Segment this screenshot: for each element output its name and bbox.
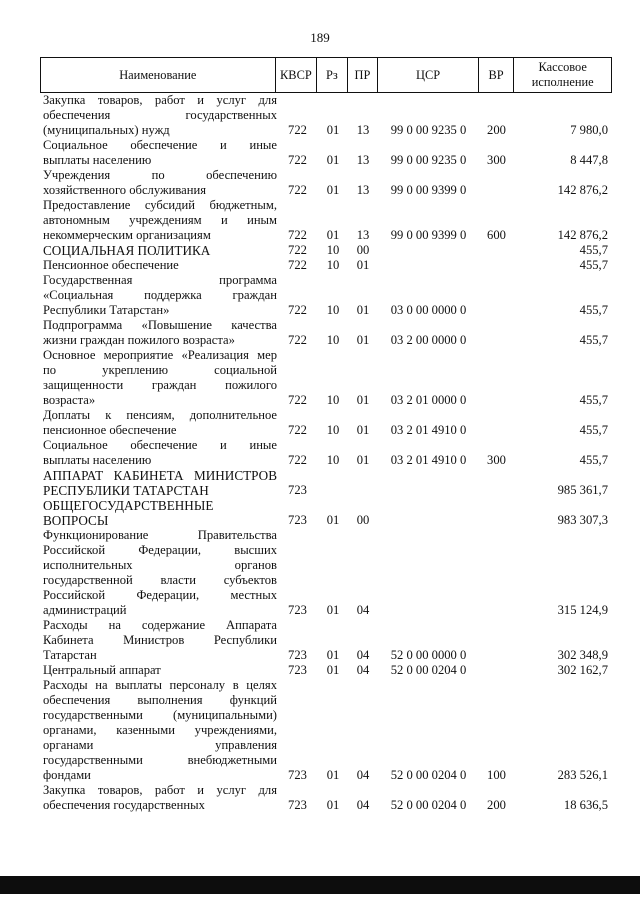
row-kas: 983 307,3 (557, 513, 608, 527)
row-name-line: возраста» (43, 393, 96, 407)
row-name (40, 168, 277, 198)
row-name-line: Доплаты к пенсиям, дополнительное (43, 408, 277, 422)
row-csr: 03 2 00 0000 0 (390, 333, 467, 347)
row-vr: 200 (487, 798, 506, 812)
table-row (40, 438, 612, 468)
row-kas: 142 876,2 (557, 183, 608, 197)
row-name-line: Республики Татарстан» (43, 303, 170, 317)
row-name-line: Российской Федерации, высших (43, 543, 277, 557)
row-rz: 01 (326, 798, 340, 812)
row-name-line: Предоставление субсидий бюджетным, (43, 198, 277, 212)
row-name-line: Российской Федерации, местных (43, 588, 277, 602)
row-name-line: ОБЩЕГОСУДАРСТВЕННЫЕ (43, 498, 214, 513)
row-name (40, 318, 277, 348)
row-rz: 01 (326, 513, 340, 527)
row-kvsr: 722 (288, 453, 307, 467)
header-kvsr: КВСР (276, 58, 317, 92)
row-csr: 99 0 00 9235 0 (390, 153, 467, 167)
row-name-line: хозяйственного обслуживания (43, 183, 207, 197)
row-name (40, 498, 277, 528)
row-kvsr: 722 (288, 258, 307, 272)
row-name (40, 93, 277, 138)
row-pr: 04 (356, 663, 370, 677)
row-rz: 10 (326, 453, 340, 467)
row-name-line: обеспечения государственных (43, 798, 205, 812)
row-name (40, 528, 277, 618)
row-kas: 315 124,9 (557, 603, 608, 617)
row-pr: 04 (356, 768, 370, 782)
row-kvsr: 722 (288, 123, 307, 137)
row-rz: 10 (326, 333, 340, 347)
row-kvsr: 722 (288, 243, 307, 257)
row-name-line: пенсионное обеспечение (43, 423, 177, 437)
row-kas: 455,7 (579, 453, 608, 467)
row-kas: 985 361,7 (557, 483, 608, 497)
row-name-line: Расходы на выплаты персоналу в целях (43, 678, 277, 692)
table-row (40, 663, 612, 678)
row-kvsr: 723 (288, 663, 307, 677)
row-pr: 01 (356, 453, 370, 467)
table-row (40, 498, 612, 528)
row-kvsr: 722 (288, 303, 307, 317)
row-name-line: защищенности граждан пожилого (43, 378, 277, 392)
row-rz: 01 (326, 603, 340, 617)
row-rz: 10 (326, 423, 340, 437)
row-name-line: Пенсионное обеспечение (43, 258, 179, 272)
row-name-line: Татарстан (43, 648, 97, 662)
row-kas: 455,7 (579, 333, 608, 347)
table-row (40, 258, 612, 273)
row-kas: 455,7 (579, 243, 608, 257)
row-csr: 03 2 01 4910 0 (390, 423, 467, 437)
row-name-line: Расходы на содержание Аппарата (43, 618, 277, 632)
header-pr: ПР (348, 58, 379, 92)
row-vr: 100 (487, 768, 506, 782)
row-rz: 10 (326, 303, 340, 317)
row-pr: 01 (356, 423, 370, 437)
row-rz: 01 (326, 228, 340, 242)
row-name-line: жизни граждан пожилого возраста» (43, 333, 235, 347)
row-kvsr: 722 (288, 423, 307, 437)
row-name-line: Подпрограмма «Повышение качества (43, 318, 277, 332)
header-rz: Рз (317, 58, 348, 92)
table-body (40, 93, 612, 813)
row-kvsr: 722 (288, 393, 307, 407)
row-rz: 01 (326, 123, 340, 137)
row-name (40, 348, 277, 408)
row-pr: 00 (356, 243, 370, 257)
row-kvsr: 723 (288, 483, 307, 497)
row-name-line: выплаты населению (43, 153, 152, 167)
row-kvsr: 723 (288, 768, 307, 782)
row-name (40, 138, 277, 168)
row-kvsr: 722 (288, 183, 307, 197)
row-rz: 01 (326, 183, 340, 197)
row-vr: 600 (487, 228, 506, 242)
row-name-line: обеспечения выполнения функций (43, 693, 277, 707)
row-kas: 7 980,0 (570, 123, 608, 137)
row-name-line: выплаты населению (43, 453, 152, 467)
row-csr: 03 0 00 0000 0 (390, 303, 467, 317)
row-name (40, 663, 277, 678)
row-pr: 01 (356, 258, 370, 272)
table-row (40, 468, 612, 498)
row-name-line: ВОПРОСЫ (43, 513, 109, 528)
table-row (40, 318, 612, 348)
row-vr: 300 (487, 153, 506, 167)
header-name: Наименование (41, 58, 276, 92)
row-pr: 01 (356, 303, 370, 317)
row-name-line: Кабинета Министров Республики (43, 633, 277, 647)
table-row (40, 138, 612, 168)
row-rz: 10 (326, 243, 340, 257)
row-kvsr: 722 (288, 333, 307, 347)
row-name (40, 408, 277, 438)
row-name-line: «Социальная поддержка граждан (43, 288, 277, 302)
row-name-line: Социальное обеспечение и иные (43, 138, 277, 152)
row-rz: 01 (326, 768, 340, 782)
row-name-line: Основное мероприятие «Реализация мер (43, 348, 277, 362)
row-name-line: Государственная программа (43, 273, 277, 287)
table-row (40, 408, 612, 438)
table-row (40, 528, 612, 618)
row-name-line: Закупка товаров, работ и услуг для (43, 93, 277, 107)
row-pr: 00 (356, 513, 370, 527)
row-rz: 01 (326, 663, 340, 677)
row-name (40, 678, 277, 783)
row-rz: 10 (326, 393, 340, 407)
row-name-line: государственными (муниципальными) (43, 708, 277, 722)
row-name (40, 198, 277, 243)
row-name-line: обеспечения государственных (43, 108, 277, 122)
row-kvsr: 723 (288, 603, 307, 617)
table-row (40, 618, 612, 663)
budget-table (40, 57, 612, 813)
row-name (40, 468, 277, 498)
row-kvsr: 723 (288, 798, 307, 812)
row-name (40, 618, 277, 663)
row-pr: 04 (356, 798, 370, 812)
row-pr: 01 (356, 333, 370, 347)
row-pr: 01 (356, 393, 370, 407)
row-csr: 99 0 00 9235 0 (390, 123, 467, 137)
row-csr: 52 0 00 0204 0 (390, 768, 467, 782)
row-kas: 455,7 (579, 258, 608, 272)
row-name-line: некоммерческим организациям (43, 228, 211, 242)
table-row (40, 678, 612, 783)
row-name-line: администраций (43, 603, 127, 617)
table-row (40, 93, 612, 138)
table-row (40, 198, 612, 243)
row-rz: 01 (326, 648, 340, 662)
row-name-line: Закупка товаров, работ и услуг для (43, 783, 277, 797)
row-kvsr: 722 (288, 228, 307, 242)
row-name-line: (муниципальных) нужд (43, 123, 170, 137)
row-kas: 455,7 (579, 393, 608, 407)
row-name (40, 243, 277, 258)
row-pr: 13 (356, 153, 370, 167)
row-name (40, 273, 277, 318)
row-name (40, 783, 277, 813)
page-number: 189 (310, 30, 330, 45)
table-header (40, 57, 612, 93)
row-csr: 52 0 00 0204 0 (390, 798, 467, 812)
row-kvsr: 723 (288, 648, 307, 662)
row-name-line: Функционирование Правительства (43, 528, 277, 542)
row-name-line: органами управления (43, 738, 277, 752)
row-name-line: Социальное обеспечение и иные (43, 438, 277, 452)
header-csr: ЦСР (378, 58, 479, 92)
row-name-line: по укреплению социальной (43, 363, 277, 377)
row-kas: 18 636,5 (563, 798, 608, 812)
row-name-line: Центральный аппарат (43, 663, 161, 677)
row-rz: 01 (326, 153, 340, 167)
row-name (40, 258, 277, 273)
row-name-line: фондами (43, 768, 91, 782)
row-name-line: государственными внебюджетными (43, 753, 277, 767)
row-pr: 13 (356, 228, 370, 242)
row-name-line: АППАРАТ КАБИНЕТА МИНИСТРОВ (43, 468, 277, 483)
row-name-line: государственной власти субъектов (43, 573, 277, 587)
row-vr: 300 (487, 453, 506, 467)
row-kas: 283 526,1 (557, 768, 608, 782)
row-kas: 302 162,7 (557, 663, 608, 677)
row-pr: 13 (356, 183, 370, 197)
table-row (40, 243, 612, 258)
row-name-line: Учреждения по обеспечению (43, 168, 277, 182)
row-name-line: СОЦИАЛЬНАЯ ПОЛИТИКА (43, 243, 211, 258)
row-kas: 455,7 (579, 423, 608, 437)
row-csr: 03 2 01 4910 0 (390, 453, 467, 467)
row-name-line: органами, казенными учреждениями, (43, 723, 277, 737)
table-row (40, 273, 612, 318)
row-pr: 04 (356, 603, 370, 617)
table-row (40, 348, 612, 408)
row-vr: 200 (487, 123, 506, 137)
row-csr: 99 0 00 9399 0 (390, 228, 467, 242)
table-row (40, 168, 612, 198)
row-rz: 10 (326, 258, 340, 272)
row-csr: 52 0 00 0000 0 (390, 648, 467, 662)
row-kvsr: 723 (288, 513, 307, 527)
row-name (40, 438, 277, 468)
row-csr: 99 0 00 9399 0 (390, 183, 467, 197)
row-csr: 52 0 00 0204 0 (390, 663, 467, 677)
header-kas: Кассовое исполнение (514, 58, 612, 92)
scan-edge-bar (0, 876, 640, 894)
row-pr: 13 (356, 123, 370, 137)
row-kas: 8 447,8 (570, 153, 608, 167)
row-name-line: автономным учреждениям и иным (43, 213, 277, 227)
row-kvsr: 722 (288, 153, 307, 167)
row-name-line: РЕСПУБЛИКИ ТАТАРСТАН (43, 483, 209, 498)
row-kas: 142 876,2 (557, 228, 608, 242)
header-vr: ВР (479, 58, 515, 92)
row-kas: 455,7 (579, 303, 608, 317)
row-name-line: исполнительных органов (43, 558, 277, 572)
table-row (40, 783, 612, 813)
row-csr: 03 2 01 0000 0 (390, 393, 467, 407)
row-kas: 302 348,9 (557, 648, 608, 662)
row-pr: 04 (356, 648, 370, 662)
